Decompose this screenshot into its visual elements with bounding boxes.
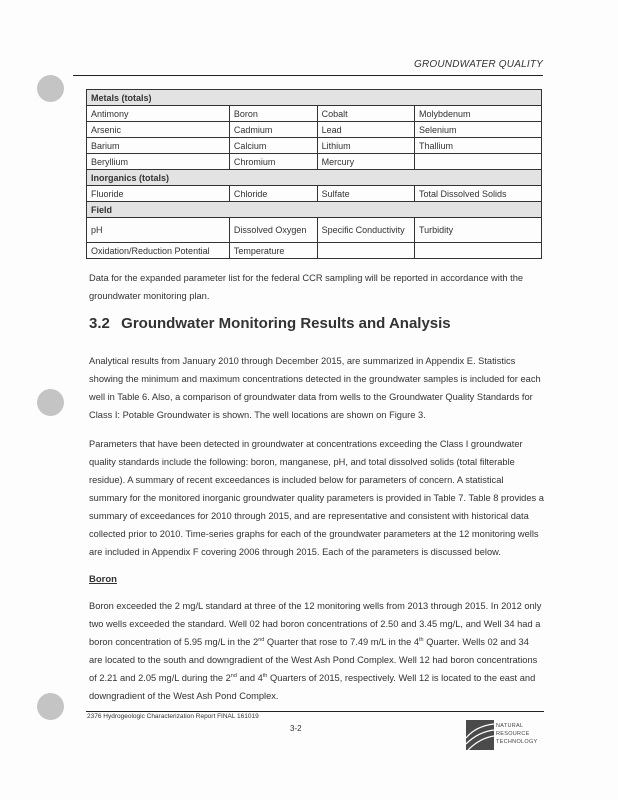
punch-hole (37, 693, 64, 720)
page-number: 3-2 (290, 724, 302, 733)
table-cell: pH (87, 218, 230, 243)
table-cell: Turbidity (414, 218, 541, 243)
table-row (87, 186, 542, 202)
superscript: th (419, 636, 424, 643)
table-cell (317, 243, 414, 259)
table-cell: Temperature (229, 243, 317, 259)
table-cell: Beryllium (87, 154, 230, 170)
table-cell: Cobalt (317, 106, 414, 122)
table-cell: Calcium (229, 138, 317, 154)
table-cell: Total Dissolved Solids (414, 186, 541, 202)
superscript: th (262, 672, 268, 679)
table-row (87, 154, 542, 170)
table-cell: Molybdenum (414, 106, 541, 122)
table-row (87, 218, 542, 243)
logo-line: NATURAL (496, 723, 524, 729)
header-rule (73, 75, 543, 76)
paragraph-parameters: Parameters that have been detected in groundwater at concentrations exceeding the Class I groundwater quality standards include the following: boron, manganese, pH, and total dissolved solids (total filterable residue). A summary of recent exceedances is included below for parameters of concern. A statistical summary for the monitored inorganic groundwater quality parameters is provided in Table 7. Table 8 provides a summary of exceedances for 2010 through 2015, and are representative and consistent with historical data collected prior to 2010. Time-series graphs for each of the groundwater parameters at the 12 monitoring wells are included in Appendix F covering 2006 through 2015. Each of the parameters is discussed below. (89, 439, 544, 557)
table-cell (414, 243, 541, 259)
table-group-row (87, 170, 542, 186)
table-cell: Oxidation/Reduction Potential (87, 243, 230, 259)
footer-document-name: 2376 Hydrogeologic Characterization Report FINAL 161019 (87, 713, 259, 720)
logo-text (496, 722, 538, 746)
table-group-row (87, 90, 542, 106)
section-number: 3.2 (89, 315, 110, 332)
text: Quarter. Wells 02 and 34 are located to the south and downgradient of the West Ash Pond Complex. Well 12 had boron concentrations of 2.21 and 2.05 mg/L during the 2 (89, 637, 538, 683)
table-row (87, 122, 542, 138)
table-cell: Lithium (317, 138, 414, 154)
paragraph-results: Analytical results from January 2010 through December 2015, are summarized in Appendix E. Statistics showing the minimum and maximum concentrations detected in the groundwater samples is included for each well in Table 6. Also, a comparison of groundwater data from wells to the Groundwater Quality Standards for Class I: Potable Groundwater is shown. The well locations are shown on Figure 3. (89, 356, 541, 420)
table-cell: Specific Conductivity (317, 218, 414, 243)
subheading-boron: Boron (89, 574, 117, 585)
group-label: Inorganics (totals) (87, 170, 542, 186)
table-cell: Cadmium (229, 122, 317, 138)
paragraph-ccr: Data for the expanded parameter list for the federal CCR sampling will be reported in accordance with the groundwater monitoring plan. (89, 273, 524, 301)
table-cell: Dissolved Oxygen (229, 218, 317, 243)
table-cell: Fluoride (87, 186, 230, 202)
parameter-table (86, 89, 542, 259)
logo-mark-icon (466, 720, 494, 750)
section-title: Groundwater Monitoring Results and Analysis (121, 315, 451, 332)
group-label: Metals (totals) (87, 90, 542, 106)
superscript: nd (230, 672, 237, 679)
table-cell: Boron (229, 106, 317, 122)
table-group-row (87, 202, 542, 218)
table-cell (414, 154, 541, 170)
company-logo (466, 720, 546, 752)
table-cell: Antimony (87, 106, 230, 122)
running-header: GROUNDWATER QUALITY (414, 59, 543, 70)
logo-line: TECHNOLOGY (496, 739, 538, 745)
footer-rule (86, 711, 544, 712)
table-cell: Barium (87, 138, 230, 154)
superscript: nd (258, 636, 265, 643)
table-cell: Sulfate (317, 186, 414, 202)
group-label: Field (87, 202, 542, 218)
section-heading (89, 315, 451, 332)
paragraph-boron (89, 597, 544, 705)
text: Quarter that rose to 7.49 m/L in the 4 (264, 637, 420, 647)
table-row (87, 138, 542, 154)
table-cell: Chloride (229, 186, 317, 202)
table-cell: Thallium (414, 138, 541, 154)
punch-hole (37, 389, 64, 416)
table-cell: Chromium (229, 154, 317, 170)
table-cell: Lead (317, 122, 414, 138)
table-cell: Selenium (414, 122, 541, 138)
table-row (87, 106, 542, 122)
logo-line: RESOURCE (496, 731, 530, 737)
table-cell: Mercury (317, 154, 414, 170)
text: Quarters of 2015, respectively. Well 12 is located to the east and downgradient of the West Ash Pond Complex. (89, 673, 536, 701)
table-row (87, 243, 542, 259)
table-cell: Arsenic (87, 122, 230, 138)
text: and 4 (236, 673, 263, 683)
punch-hole (37, 75, 64, 102)
text: Boron exceeded the 2 mg/L standard at three of the 12 monitoring wells from 2013 through 2015. In 2012 only two wells exceeded the standard. Well 02 had boron concentrations of 2.50 and 3.45 mg/L, and Well 34 had a boron concentration of 5.95 mg/L in the 2 (89, 601, 542, 647)
